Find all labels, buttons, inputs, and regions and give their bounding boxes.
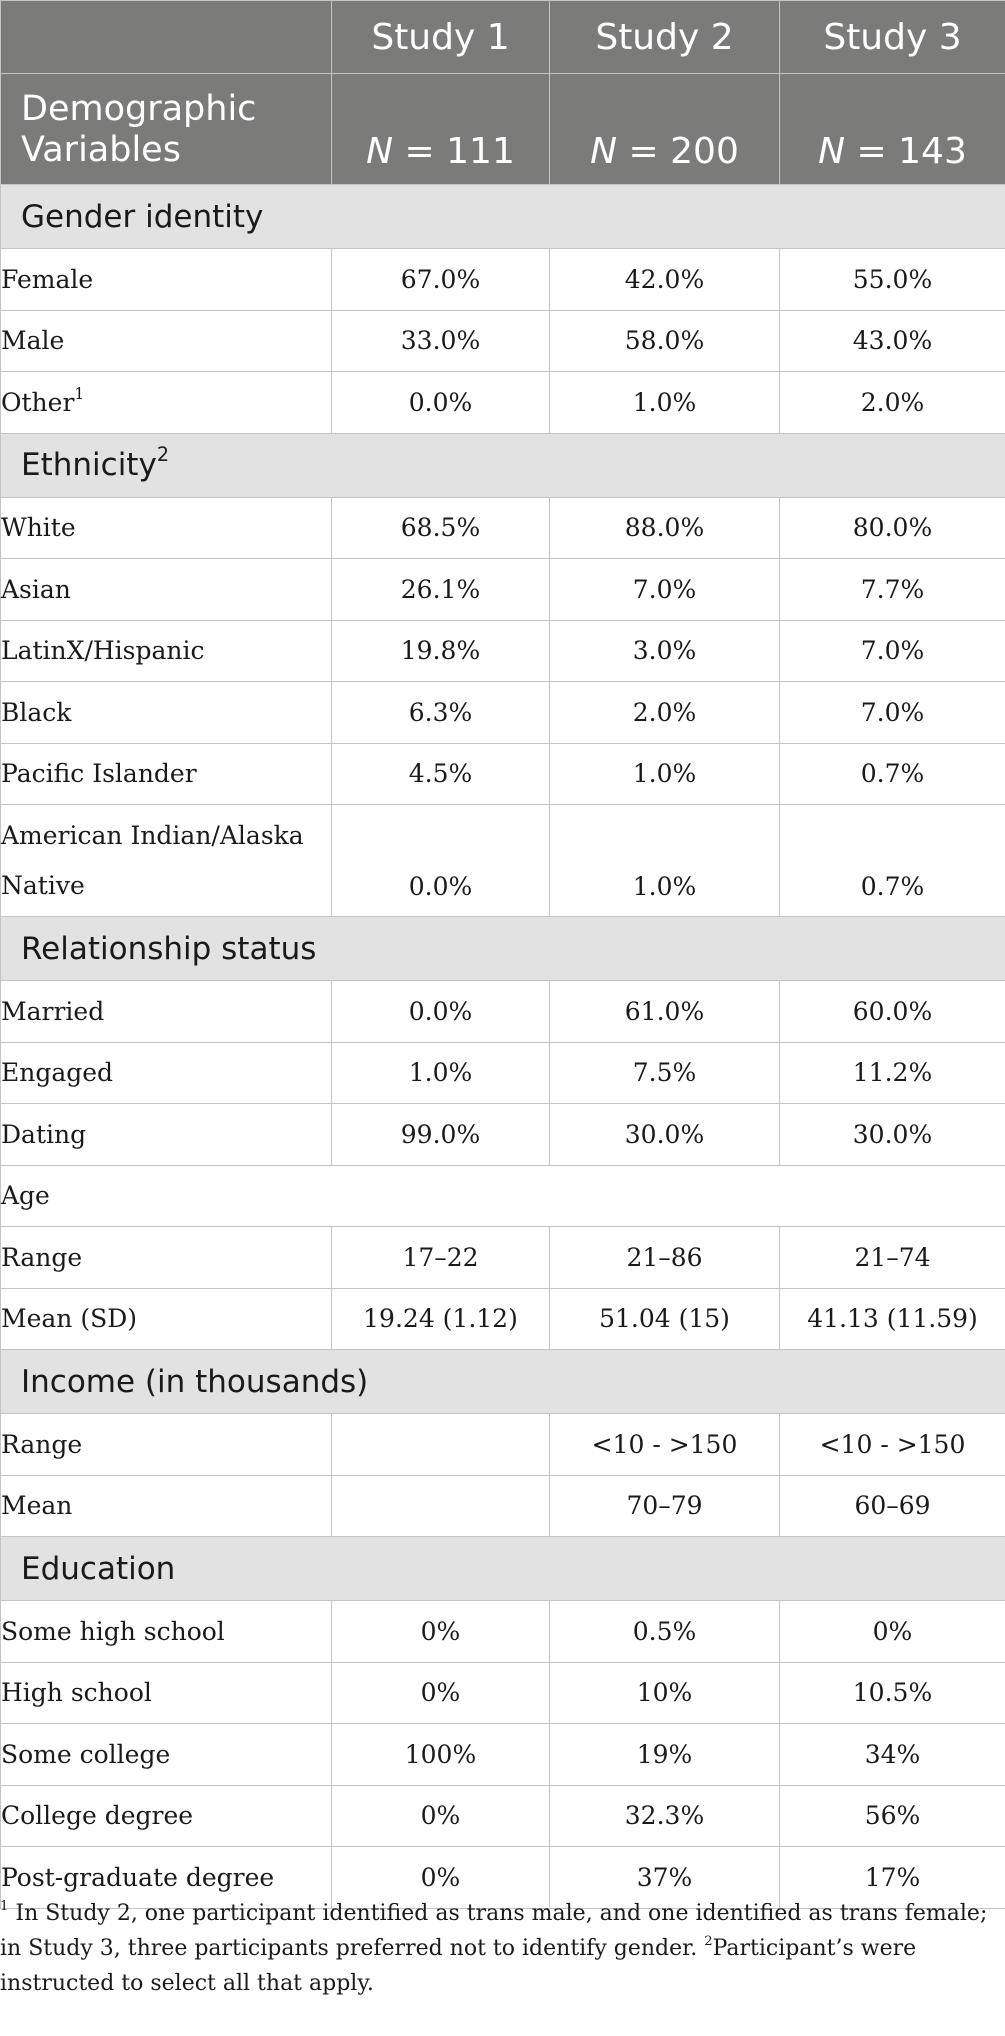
- section-relationship-status: [1, 917, 1005, 981]
- cell-study-3: 10.5%: [780, 1662, 1005, 1724]
- table-row: [1, 1601, 1005, 1663]
- cell-study-2: 1.0%: [550, 372, 780, 434]
- footnote-marker: 1: [74, 385, 85, 404]
- cell-study-2: 51.04 (15): [550, 1288, 780, 1350]
- footnote-marker: 2: [156, 442, 170, 466]
- cell-study-2: 2.0%: [550, 682, 780, 744]
- cell-study-2: <10 - >150: [550, 1414, 780, 1476]
- cell-study-1: 4.5%: [332, 743, 550, 805]
- cell-study-3: 7.0%: [780, 620, 1005, 682]
- cell-study-1: 17–22: [332, 1227, 550, 1289]
- table-row: [1, 981, 1005, 1043]
- cell-study-3: 43.0%: [780, 310, 1005, 372]
- cell-study-1: 0%: [332, 1662, 550, 1724]
- row-label: White: [1, 497, 332, 559]
- cell-study-2: 21–86: [550, 1227, 780, 1289]
- footnote-marker: 1: [0, 1898, 9, 1914]
- section-gender-identity: [1, 185, 1005, 249]
- cell-study-3: 21–74: [780, 1227, 1005, 1289]
- section-title: Age: [1, 1165, 1005, 1227]
- cell-study-1: [332, 1414, 550, 1476]
- header-row-sample-size: [1, 74, 1005, 185]
- section-title: Ethnicity$^2$: [1, 433, 1005, 497]
- cell-study-1: [332, 1475, 550, 1537]
- cell-study-1: 33.0%: [332, 310, 550, 372]
- section-title: Relationship status: [1, 917, 1005, 981]
- sample-size-study-1: N = 111: [332, 74, 550, 185]
- table-row: [1, 1414, 1005, 1476]
- cell-study-1: 0.0%: [332, 981, 550, 1043]
- table-row: [1, 1662, 1005, 1724]
- row-label: Asian: [1, 559, 332, 621]
- row-label: Range: [1, 1414, 332, 1476]
- cell-study-2: 7.5%: [550, 1042, 780, 1104]
- row-label: American Indian/Alaska Native: [1, 805, 332, 917]
- sample-size-study-3: N = 143: [780, 74, 1005, 185]
- cell-study-1: 0%: [332, 1785, 550, 1847]
- cell-study-2: 37%: [550, 1847, 780, 1909]
- section-age: [1, 1165, 1005, 1227]
- cell-study-1: 6.3%: [332, 682, 550, 744]
- header-study-2: Study 2: [550, 1, 780, 74]
- cell-study-3: 2.0%: [780, 372, 1005, 434]
- cell-study-3: 7.0%: [780, 682, 1005, 744]
- header-row-studies: [1, 1, 1005, 74]
- cell-study-2: 61.0%: [550, 981, 780, 1043]
- table-footnote: [0, 1896, 995, 2001]
- cell-study-1: 67.0%: [332, 249, 550, 311]
- cell-study-2: 70–79: [550, 1475, 780, 1537]
- section-ethnicity: [1, 433, 1005, 497]
- row-label: College degree: [1, 1785, 332, 1847]
- cell-study-3: 11.2%: [780, 1042, 1005, 1104]
- cell-study-2: 0.5%: [550, 1601, 780, 1663]
- footnote-text-1: In Study 2, one participant identified as trans male, and one identified as trans female; in Study 3, three participants preferred not to identify gender.: [0, 1901, 988, 1961]
- cell-study-1: 99.0%: [332, 1104, 550, 1166]
- row-label: Dating: [1, 1104, 332, 1166]
- row-label: Some high school: [1, 1601, 332, 1663]
- cell-study-1: 0%: [332, 1601, 550, 1663]
- cell-study-3: 80.0%: [780, 497, 1005, 559]
- cell-study-2: 3.0%: [550, 620, 780, 682]
- table-row: [1, 372, 1005, 434]
- row-label: Some college: [1, 1724, 332, 1786]
- row-label: Married: [1, 981, 332, 1043]
- cell-study-3: 55.0%: [780, 249, 1005, 311]
- section-title: Education: [1, 1537, 1005, 1601]
- row-label: Male: [1, 310, 332, 372]
- row-label: Other$^1$: [1, 372, 332, 434]
- cell-study-3: 41.13 (11.59): [780, 1288, 1005, 1350]
- table-row: [1, 559, 1005, 621]
- section-title: Gender identity: [1, 185, 1005, 249]
- cell-study-1: 26.1%: [332, 559, 550, 621]
- section-education: [1, 1537, 1005, 1601]
- cell-study-3: 34%: [780, 1724, 1005, 1786]
- footnote-marker: 2: [704, 1933, 713, 1949]
- table-row: [1, 310, 1005, 372]
- cell-study-3: 17%: [780, 1847, 1005, 1909]
- table-row: [1, 1042, 1005, 1104]
- row-label: LatinX/Hispanic: [1, 620, 332, 682]
- cell-study-2: 19%: [550, 1724, 780, 1786]
- table-row: [1, 1475, 1005, 1537]
- cell-study-3: 56%: [780, 1785, 1005, 1847]
- cell-study-3: 60.0%: [780, 981, 1005, 1043]
- table-row: [1, 1288, 1005, 1350]
- row-label: Pacific Islander: [1, 743, 332, 805]
- table-row: [1, 1785, 1005, 1847]
- section-title: Income (in thousands): [1, 1350, 1005, 1414]
- sample-size-study-2: N = 200: [550, 74, 780, 185]
- cell-study-3: 60–69: [780, 1475, 1005, 1537]
- cell-study-2: 32.3%: [550, 1785, 780, 1847]
- cell-study-1: 0.0%: [332, 805, 550, 917]
- cell-study-2: 42.0%: [550, 249, 780, 311]
- cell-study-1: 1.0%: [332, 1042, 550, 1104]
- row-label: Engaged: [1, 1042, 332, 1104]
- cell-study-1: 0%: [332, 1847, 550, 1909]
- cell-study-3: 0.7%: [780, 743, 1005, 805]
- cell-study-3: <10 - >150: [780, 1414, 1005, 1476]
- table-row: [1, 497, 1005, 559]
- header-study-3: Study 3: [780, 1, 1005, 74]
- table-row: [1, 682, 1005, 744]
- row-label: Range: [1, 1227, 332, 1289]
- header-blank-cell: [1, 1, 332, 74]
- cell-study-3: 0.7%: [780, 805, 1005, 917]
- table-row: [1, 1724, 1005, 1786]
- section-income: [1, 1350, 1005, 1414]
- row-label: Black: [1, 682, 332, 744]
- table-row: [1, 743, 1005, 805]
- table-row: [1, 805, 1005, 917]
- header-study-1: Study 1: [332, 1, 550, 74]
- cell-study-2: 7.0%: [550, 559, 780, 621]
- table-row: [1, 249, 1005, 311]
- row-label: Mean (SD): [1, 1288, 332, 1350]
- cell-study-3: 7.7%: [780, 559, 1005, 621]
- row-label: Post-graduate degree: [1, 1847, 332, 1909]
- row-label: Female: [1, 249, 332, 311]
- row-label: High school: [1, 1662, 332, 1724]
- cell-study-3: 30.0%: [780, 1104, 1005, 1166]
- cell-study-1: 100%: [332, 1724, 550, 1786]
- cell-study-2: 58.0%: [550, 310, 780, 372]
- cell-study-2: 30.0%: [550, 1104, 780, 1166]
- footnote-text-2: Participant’s were instructed to select all that apply.: [0, 1936, 917, 1996]
- cell-study-1: 0.0%: [332, 372, 550, 434]
- row-label: Mean: [1, 1475, 332, 1537]
- cell-study-1: 68.5%: [332, 497, 550, 559]
- cell-study-3: 0%: [780, 1601, 1005, 1663]
- cell-study-2: 10%: [550, 1662, 780, 1724]
- cell-study-2: 1.0%: [550, 743, 780, 805]
- cell-study-1: 19.8%: [332, 620, 550, 682]
- cell-study-2: 88.0%: [550, 497, 780, 559]
- table-row: [1, 620, 1005, 682]
- cell-study-1: 19.24 (1.12): [332, 1288, 550, 1350]
- header-variables-label: Demographic Variables: [1, 74, 332, 185]
- table-row: [1, 1227, 1005, 1289]
- table-row: [1, 1104, 1005, 1166]
- cell-study-2: 1.0%: [550, 805, 780, 917]
